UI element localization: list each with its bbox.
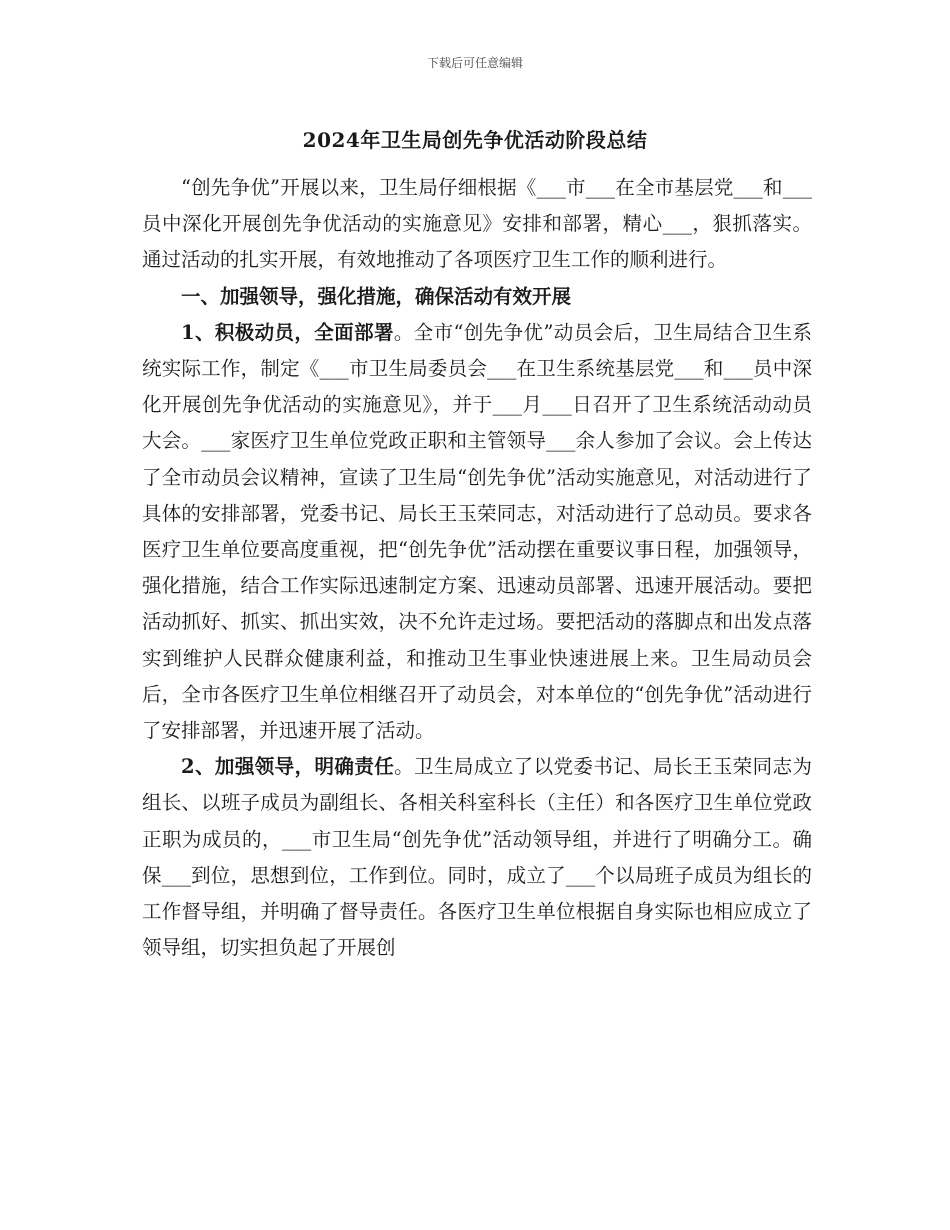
paragraph-item-2-text: 。卫生局成立了以党委书记、局长王玉荣同志为组长、以班子成员为副组长、各相关科室科长（主任）和各医疗卫生单位党政正职为成员的，___市卫生局“创先争优”活动领导组，并进行了明确分工。确保___到位，思想到位，工作到位。同时，成立了___个以局班子成员为组长的工作督导组，并明确了督导责任。各医疗卫生单位根据自身实际也相应成立了领导组，切实担负起了开展创: [142, 755, 812, 960]
paragraph-item-1-lead: 1、积极动员，全面部署: [181, 320, 394, 344]
intro-paragraph: [142, 170, 812, 279]
header-note: 下载后可任意编辑: [426, 56, 523, 70]
section-heading-1: 一、加强领导，强化措施，确保活动有效开展: [181, 284, 572, 308]
paragraph-item-2-lead: 2、加强领导，明确责任: [181, 755, 395, 779]
document-body: [142, 170, 812, 966]
paragraph-item-2: [142, 749, 812, 966]
document-title: 2024年卫生局创先争优活动阶段总结: [302, 128, 648, 152]
paragraph-item-1-text: 。全市“创先争优”动员会后，卫生局结合卫生系统实际工作，制定《___市卫生局委员会___在卫生系统基层党___和___员中深化开展创先争优活动的实施意见》，并于___月___日召开了卫生系统活动动员大会。___家医疗卫生单位党政正职和主管领导___余人参加了会议。会上传达了全市动员会议精神，宣读了卫生局“创先争优”活动实施意见，对活动进行了具体的安排部署，党委书记、局长王玉荣同志，对活动进行了总动员。要求各医疗卫生单位要高度重视，把“创先争优”活动摆在重要议事日程，加强领导，强化措施，结合工作实际迅速制定方案、迅速动员部署、迅速开展活动。要把活动抓好、抓实、抓出实效，决不允许走过场。要把活动的落脚点和出发点落实到维护人民群众健康利益，和推动卫生事业快速进展上来。卫生局动员会后，全市各医疗卫生单位相继召开了动员会，对本单位的“创先争优”活动进行了安排部署，并迅速开展了活动。: [142, 320, 812, 743]
intro-text: “创先争优”开展以来，卫生局仔细根据《___市___在全市基层党___和___员中深化开展创先争优活动的实施意见》安排和部署，精心___，狠抓落实。通过活动的扎实开展，有效地推动了各项医疗卫生工作的顺利进行。: [142, 176, 812, 272]
paragraph-item-1: [142, 315, 812, 749]
